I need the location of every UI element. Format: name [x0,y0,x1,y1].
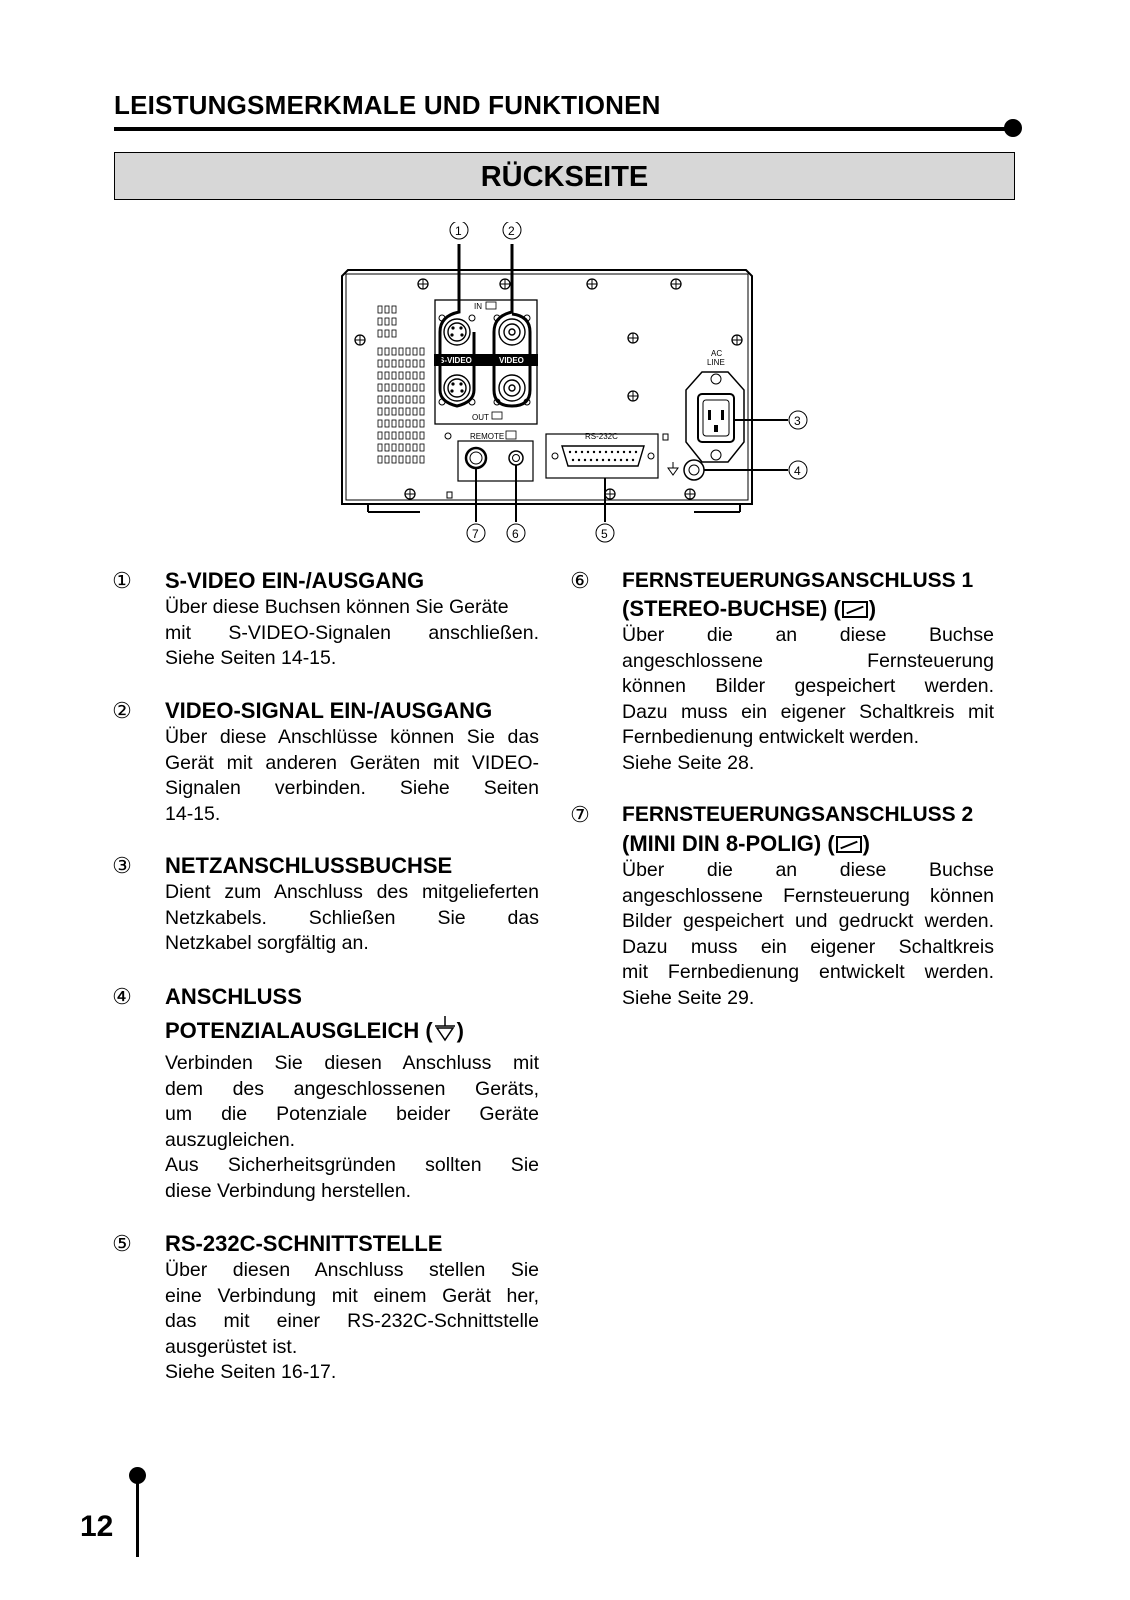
item-5-line: eine Verbindung mit einem Gerät her, [165,1284,539,1307]
item-4-line: auszugleichen. [165,1128,296,1151]
item-1-line: Siehe Seiten 14-15. [165,647,337,670]
item-6-line: Dazu muss ein eigener Schaltkreis mit [622,700,994,723]
item-7-text [622,858,994,1012]
item-7-number: ⑦ [570,802,590,827]
svg-text:4: 4 [794,464,801,478]
item-7-title-line2 [622,829,870,858]
diagram-label: AC [711,349,723,358]
page-number: 12 [80,1510,114,1543]
item-6-title: FERNSTEUERUNGSANSCHLUSS 1 [622,569,974,592]
item-4-line: Verbinden Sie diesen Anschluss mit [165,1052,539,1074]
item-5-line: das mit einer RS-232C-Schnittstelle [165,1310,539,1333]
item-7-line: Siehe Seite 29. [622,986,755,1009]
item-4-title-line2 [165,1016,464,1045]
diagram-label: IN [474,302,482,311]
item-6-line: Über die an diese Buchse [622,624,994,646]
item-7-title-text: (MINI DIN 8-POLIG) ( [622,831,835,856]
item-6-text [622,623,994,777]
rear-panel-diagram [340,222,820,562]
item-6-line: Siehe Seite 28. [622,751,755,774]
item-4-line: diese Verbindung herstellen. [165,1179,412,1202]
item-4-line: Aus Sicherheitsgründen sollten Sie [165,1154,539,1177]
item-6-title-end: ) [868,596,877,621]
item-7-title: FERNSTEUERUNGSANSCHLUSS 2 [622,803,974,826]
item-1-line: mit S-VIDEO-Signalen anschließen. [165,621,539,644]
ground-icon [433,1016,457,1042]
page-number-dot [129,1467,146,1484]
item-1-number: ① [112,568,132,593]
item-5-text [165,1258,539,1386]
item-5-line: Über diesen Anschluss stellen Sie [165,1259,539,1281]
item-3-title: NETZANSCHLUSSBUCHSE [165,853,453,878]
item-4-title-text: POTENZIALAUSGLEICH ( [165,1018,433,1043]
item-3-line: Netzkabel sorgfältig an. [165,932,369,955]
item-6-line: Fernbedienung entwickelt werden. [622,726,920,749]
item-2-number: ② [112,698,132,723]
diagram-label: REMOTE [470,432,505,441]
item-7-line: Bilder gespeichert und gedruckt werden. [622,910,994,933]
svg-text:5: 5 [601,527,608,541]
remote-icon [842,601,868,618]
item-2-line: Über diese Anschlüsse können Sie das [165,726,539,748]
item-4-line: dem des angeschlossenen Geräts, [165,1077,539,1100]
item-6-title-text: (STEREO-BUCHSE) ( [622,596,841,621]
svg-text:7: 7 [472,527,479,541]
item-7-line: Über die an diese Buchse [622,859,994,881]
item-5-line: Siehe Seiten 16-17. [165,1361,337,1384]
item-2-line: Signalen verbinden. Siehe Seiten [165,777,539,800]
item-2-line: 14-15. [165,802,221,825]
diagram-label: RS-232C [585,432,618,441]
item-5-number: ⑤ [112,1231,132,1256]
item-4-number: ④ [112,984,132,1009]
item-3-line: Dient zum Anschluss des mitgelieferten [165,881,539,903]
remote-icon [836,836,862,853]
section-rule-dot [1004,119,1022,137]
item-7-line: Dazu muss ein eigener Schaltkreis [622,935,994,958]
page-title-banner: RÜCKSEITE [114,152,1015,200]
diagram-label: OUT [472,413,489,422]
item-6-line: angeschlossene Fernsteuerung [622,649,994,672]
item-4-text [165,1051,539,1205]
item-1-title: S-VIDEO EIN-/AUSGANG [165,568,425,593]
item-6-title-line2 [622,594,876,623]
diagram-label: VIDEO [499,356,524,365]
item-3-number: ③ [112,853,132,878]
diagram-label: LINE [707,358,725,367]
item-3-text [165,880,539,957]
item-3-line: Netzkabels. Schließen Sie das [165,906,539,929]
item-6-number: ⑥ [570,568,590,593]
svg-text:3: 3 [794,414,801,428]
item-6-line: können Bilder gespeichert werden. [622,675,994,698]
item-2-text [165,725,539,827]
item-5-line: ausgerüstet ist. [165,1335,298,1358]
item-7-line: angeschlossene Fernsteuerung können [622,884,994,907]
svg-text:1: 1 [455,224,462,238]
item-4-line: um die Potenziale beider Geräte [165,1103,539,1126]
section-rule [114,127,1014,131]
section-title: LEISTUNGSMERKMALE UND FUNKTIONEN [114,90,661,120]
item-1-text [165,595,539,672]
diagram-label: S-VIDEO [439,356,472,365]
item-4-title: ANSCHLUSS [165,984,302,1009]
svg-text:6: 6 [512,527,519,541]
item-5-title: RS-232C-SCHNITTSTELLE [165,1231,443,1256]
item-4-title-end: ) [456,1018,464,1043]
page-number-rule [136,1475,139,1557]
item-2-line: Gerät mit anderen Geräten mit VIDEO- [165,751,539,774]
item-1-line: Über diese Buchsen können Sie Geräte [165,596,509,618]
item-7-title-end: ) [862,831,870,856]
item-7-line: mit Fernbedienung entwickelt werden. [622,961,994,984]
item-2-title: VIDEO-SIGNAL EIN-/AUSGANG [165,698,493,723]
svg-text:2: 2 [508,224,515,238]
